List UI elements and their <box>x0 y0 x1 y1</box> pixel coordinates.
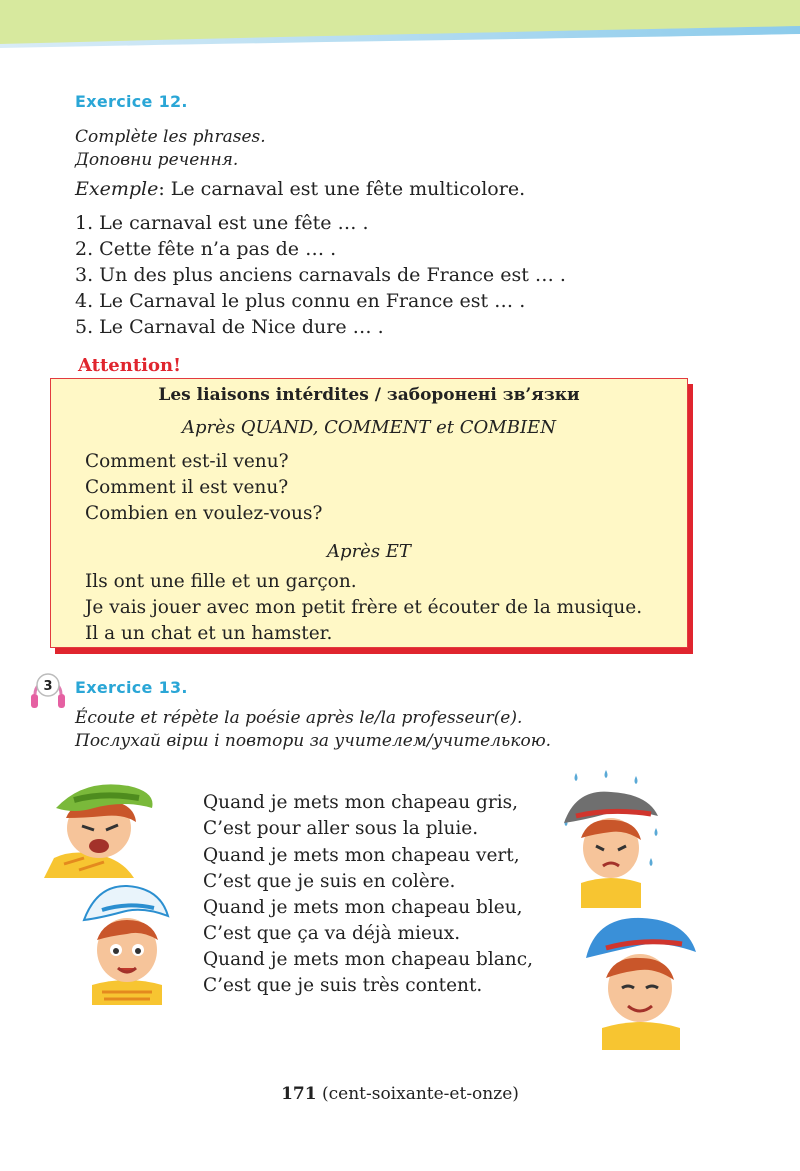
exercise-12-item: 3. Un des plus anciens carnavals de France est … . <box>75 264 566 286</box>
poem-line: Quand je mets mon chapeau bleu, <box>203 897 523 918</box>
attention-label: Attention! <box>78 355 181 376</box>
rule-example: Je vais jouer avec mon petit frère et écouter de la musique. <box>85 597 643 618</box>
rule-subheading-quand: Après QUAND, COMMENT et COMBIEN <box>182 417 556 438</box>
rule-example: Comment est-il venu? <box>85 451 289 472</box>
exercise-12-item: 1. Le carnaval est une fête … . <box>75 212 369 234</box>
page-number-words: (cent-soixante-et-onze) <box>316 1084 519 1104</box>
rule-subheading-et: Après ET <box>327 541 411 562</box>
poem-line: C’est pour aller sous la pluie. <box>203 818 479 839</box>
rule-box-title: Les liaisons intérdites / заборонені зв’язки <box>158 385 580 405</box>
poem-line: Quand je mets mon chapeau gris, <box>203 792 518 813</box>
exercise-12-instruction-fr: Complète les phrases. <box>75 127 266 147</box>
exercise-13-instruction-fr: Écoute et répète la poésie après le/la professeur(e). <box>75 708 523 728</box>
top-decorative-band <box>0 0 800 60</box>
poem-line: C’est que ça va déjà mieux. <box>203 923 461 944</box>
exercise-12-item: 5. Le Carnaval de Nice dure … . <box>75 316 384 338</box>
exercise-12-item: 4. Le Carnaval le plus connu en France est … . <box>75 290 526 312</box>
rule-example: Il a un chat et un hamster. <box>85 623 333 644</box>
happy-boy-white-hat-illustration <box>82 880 172 1005</box>
exercise-12-title: Exercice 12. <box>75 92 188 111</box>
poem-line: Quand je mets mon chapeau vert, <box>203 845 520 866</box>
page-footer <box>0 1084 800 1104</box>
liaisons-rule-box <box>50 378 688 648</box>
poem-line: C’est que je suis très content. <box>203 975 483 996</box>
sad-boy-grey-hat-rain-illustration <box>556 768 666 908</box>
exercise-12-item: 2. Cette fête n’a pas de … . <box>75 238 337 260</box>
rule-example: Ils ont une fille et un garçon. <box>85 571 357 592</box>
angry-boy-green-hat-illustration <box>44 778 164 878</box>
exercise-13-instruction-uk: Послухай вірш і повтори за учителем/учителькою. <box>75 731 552 751</box>
rule-example: Combien en voulez-vous? <box>85 503 323 524</box>
exercise-12-instruction-uk: Доповни речення. <box>75 150 239 170</box>
smiling-boy-blue-hat-illustration <box>582 908 700 1050</box>
exercise-13-title: Exercice 13. <box>75 678 188 697</box>
exercise-12-example <box>75 178 525 200</box>
rule-example: Comment il est venu? <box>85 477 289 498</box>
poem-line: Quand je mets mon chapeau blanc, <box>203 949 533 970</box>
audio-track-icon[interactable] <box>30 672 66 714</box>
track-number: 3 <box>43 679 53 694</box>
example-text: : Le carnaval est une fête multicolore. <box>158 178 526 200</box>
example-label: Exemple <box>75 178 159 200</box>
poem-line: C’est que je suis en colère. <box>203 871 456 892</box>
page-number: 171 <box>281 1084 317 1104</box>
